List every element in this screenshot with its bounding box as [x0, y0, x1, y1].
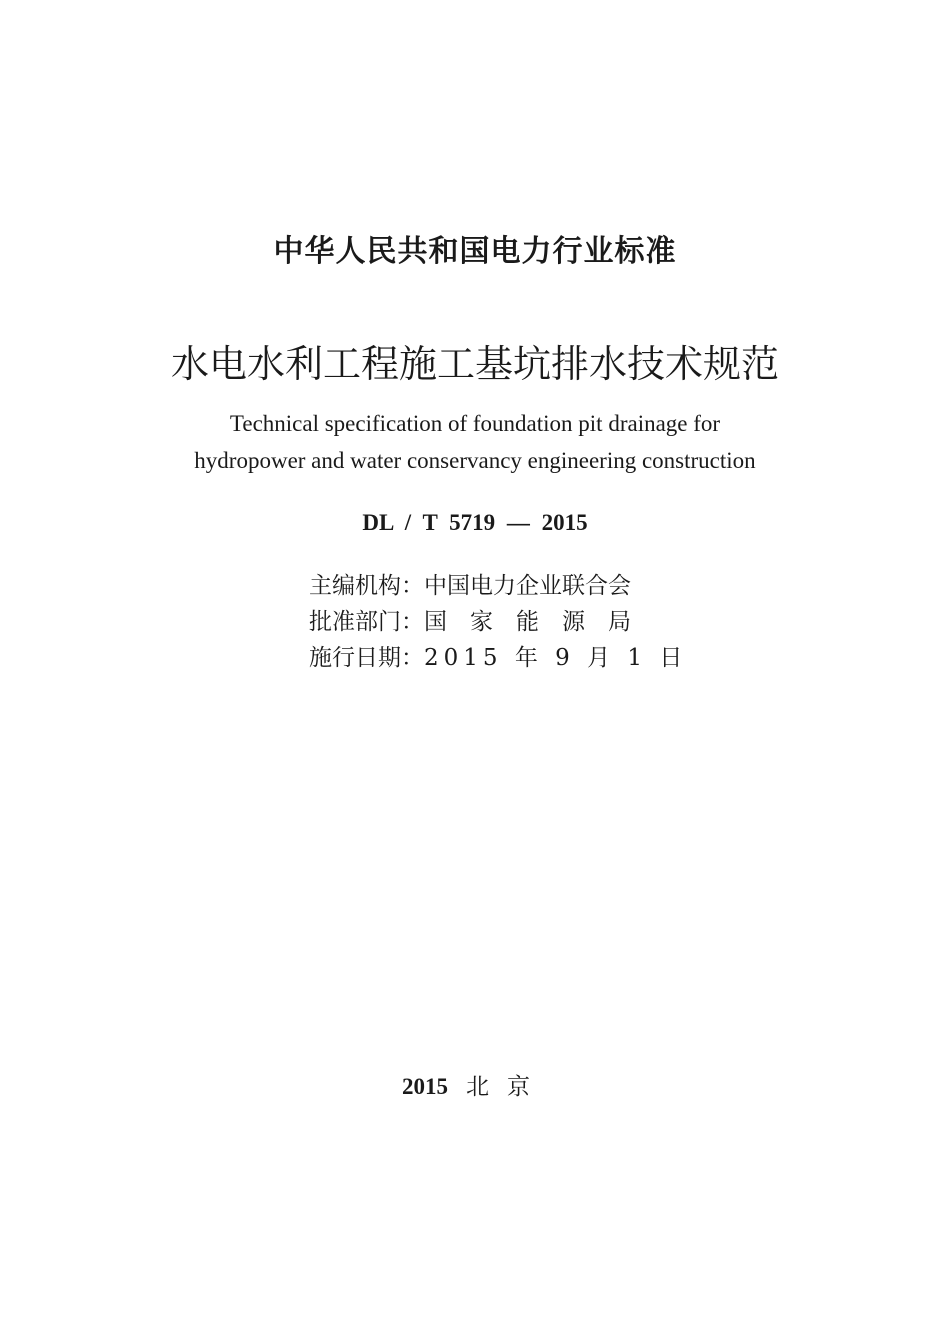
imprint [0, 1068, 950, 1101]
editor-label: 主编机构： [309, 573, 424, 599]
approver-value: 国家能源局 [424, 609, 654, 635]
info-row-approver [309, 605, 654, 639]
title-english-line-1: Technical specification of foundation pit drainage for [229, 411, 721, 436]
info-row-effective-date [309, 641, 687, 675]
imprint-city: 北京 [466, 1074, 548, 1100]
editor-value: 中国电力企业联合会 [424, 573, 631, 599]
info-row-editor [309, 569, 631, 603]
title-chinese: 水电水利工程施工基坑排水技术规范 [170, 342, 779, 386]
standard-code: DL / T 5719 — 2015 [362, 510, 588, 535]
effective-date-value: 2015 年 9 月 1 日 [424, 645, 688, 671]
imprint-year: 2015 [402, 1074, 448, 1099]
standard-category: 中华人民共和国电力行业标准 [273, 234, 677, 269]
approver-label: 批准部门： [309, 609, 424, 635]
effective-date-label: 施行日期： [309, 645, 424, 671]
title-english-line-2: hydropower and water conservancy engineering construction [194, 448, 756, 473]
